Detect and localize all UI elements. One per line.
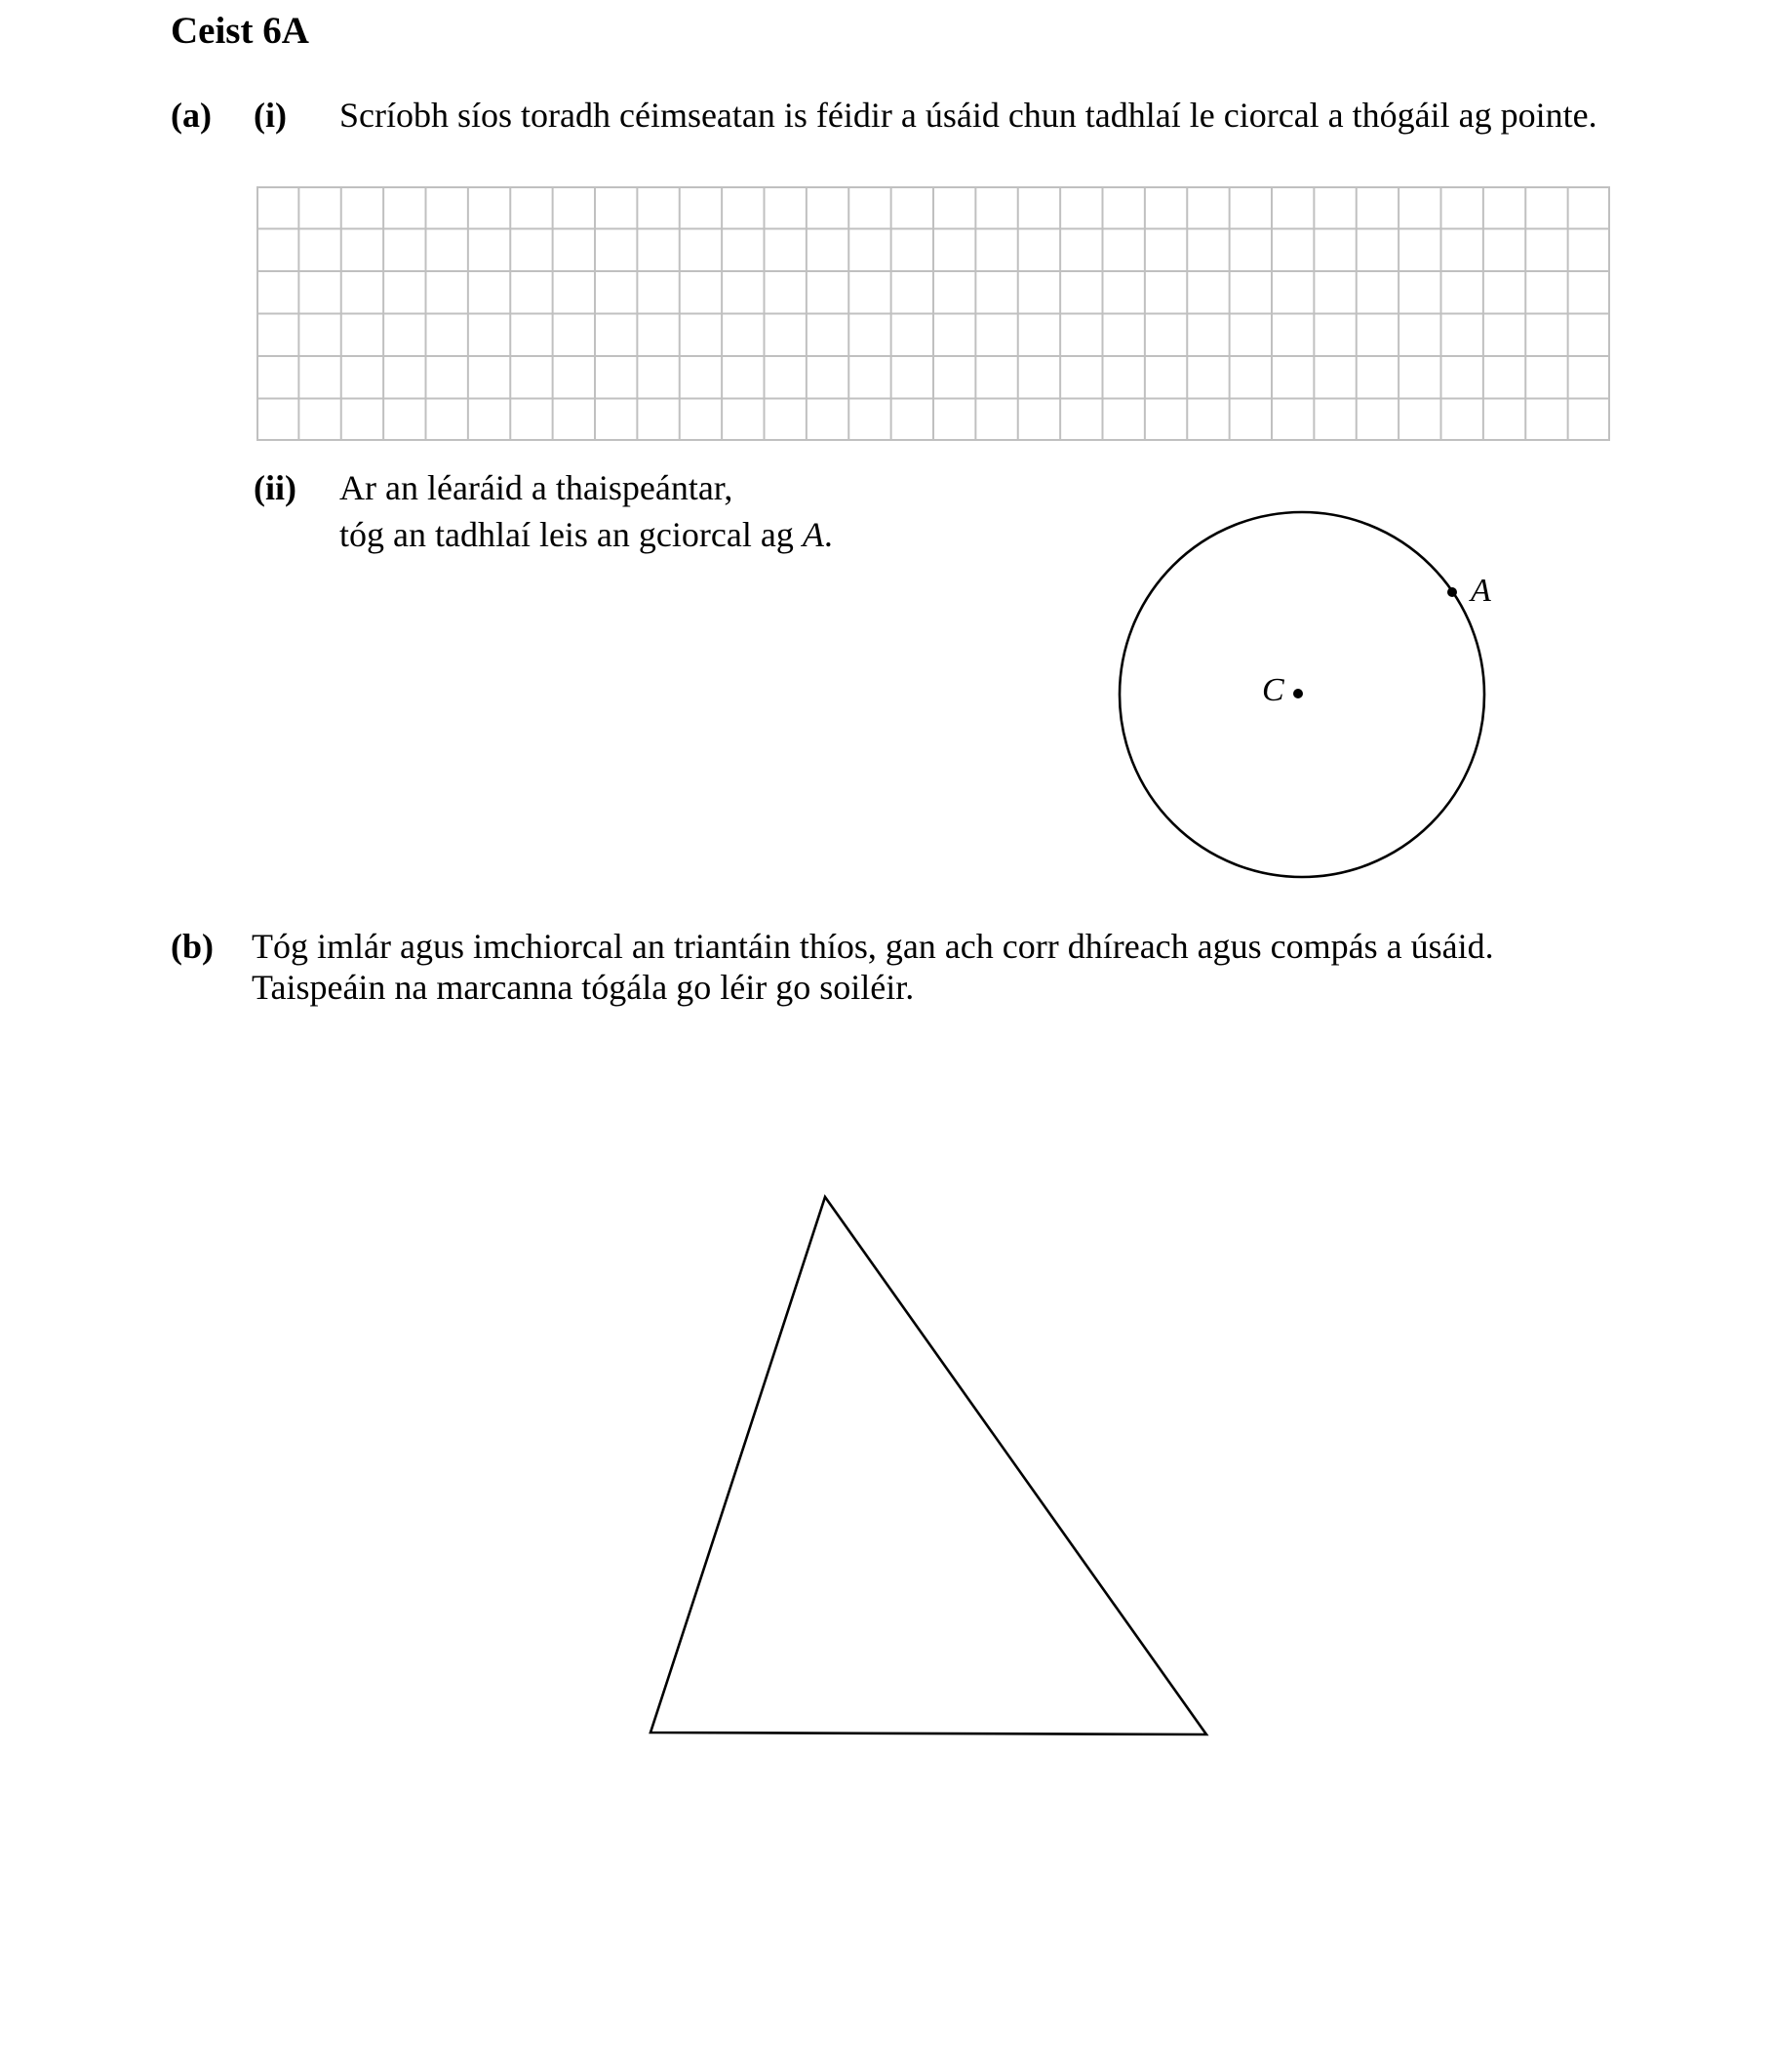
part-a-i-label: (i) — [254, 96, 287, 135]
center-label-c: C — [1262, 672, 1284, 708]
part-a-i-question-text: Scríobh síos toradh céimseatan is féidir a úsáid chun tadhlaí le ciorcal a thógáil ag pointe. — [339, 96, 1597, 135]
part-a-ii-label: (ii) — [254, 468, 296, 507]
triangle — [650, 1197, 1206, 1734]
part-a-ii-line1: Ar an léaráid a thaispeántar, — [339, 468, 733, 507]
point-a-ref: A — [802, 515, 824, 554]
part-a-ii-line2 — [339, 513, 833, 556]
part-b-line1: Tóg imlár agus imchiorcal an triantáin thíos, gan ach corr dhíreach agus compás a úsáid. — [252, 927, 1494, 966]
circle-figure[interactable] — [1073, 488, 1541, 907]
center-point-c — [1293, 689, 1303, 698]
answer-grid[interactable] — [256, 186, 1610, 441]
part-b-line2: Taispeáin na marcanna tógála go léir go soiléir. — [252, 968, 915, 1007]
part-b-label: (b) — [171, 927, 214, 966]
point-label-a: A — [1471, 573, 1491, 609]
question-title: Ceist 6A — [171, 10, 309, 52]
part-a-label: (a) — [171, 96, 212, 135]
triangle-figure[interactable] — [585, 1151, 1268, 1785]
part-a-ii-line2-text: tóg an tadhlaí leis an gciorcal ag — [339, 515, 803, 554]
part-a-ii-line2-end: . — [823, 515, 833, 554]
point-a — [1447, 587, 1457, 597]
